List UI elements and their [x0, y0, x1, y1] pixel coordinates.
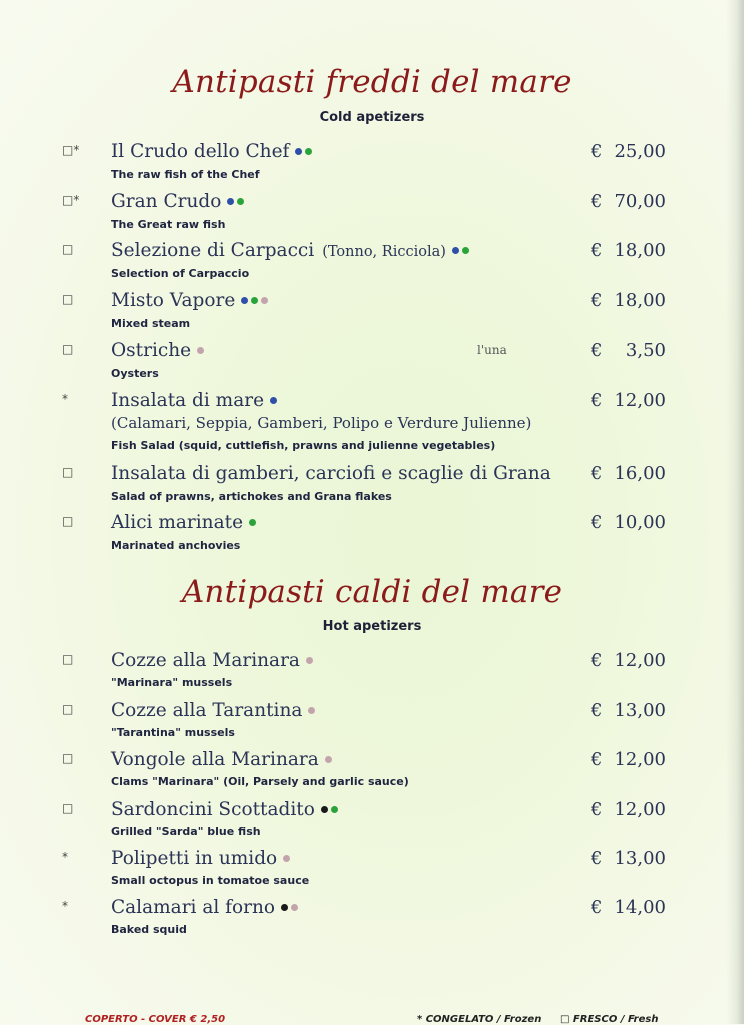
allergen-dots: [452, 241, 472, 262]
page-edge-shadow: [726, 0, 744, 1024]
item-price: 13,00: [614, 700, 666, 721]
item-name: Sardoncini Scottadito: [111, 799, 315, 820]
item-description: Oysters: [111, 367, 159, 380]
allergen-dots: [197, 341, 207, 362]
fresh-legend: □ FRESCO / Fresh: [560, 1014, 659, 1025]
item-description: Grilled "Sarda" blue fish: [111, 825, 261, 838]
item-name-row: [111, 340, 207, 362]
currency-symbol: €: [591, 191, 603, 212]
item-extra: (Tonno, Ricciola): [322, 244, 446, 260]
pink-dot-icon: [306, 657, 313, 664]
item-name: Calamari al forno: [111, 897, 276, 918]
item-unit: l'una: [477, 343, 507, 357]
item-marker: *: [62, 899, 68, 913]
item-marker: □: [62, 514, 74, 528]
item-description: The Great raw fish: [111, 218, 226, 231]
item-description: Mixed steam: [111, 317, 191, 330]
item-name: Polipetti in umido: [111, 848, 278, 869]
allergen-dots: [283, 849, 293, 870]
cover-charge-note: COPERTO - COVER € 2,50: [85, 1014, 226, 1025]
item-price: 14,00: [614, 897, 666, 918]
item-name-row: [111, 650, 316, 672]
item-name-row: [111, 512, 259, 534]
item-description: Salad of prawns, artichokes and Grana flakes: [111, 490, 392, 503]
item-marker: □*: [62, 193, 80, 207]
item-name: Cozze alla Tarantina: [111, 700, 303, 721]
green-dot-icon: [251, 297, 258, 304]
item-marker: □: [62, 242, 74, 256]
blue-dot-icon: [241, 297, 248, 304]
pink-dot-icon: [291, 904, 298, 911]
allergen-dots: [241, 291, 271, 312]
item-price: 13,00: [614, 848, 666, 869]
currency-symbol: €: [591, 749, 603, 770]
allergen-dots: [270, 391, 280, 412]
item-name-row: [111, 290, 271, 312]
black-dot-icon: [281, 904, 288, 911]
item-price: 18,00: [614, 240, 666, 261]
item-marker: *: [62, 392, 68, 406]
pink-dot-icon: [197, 347, 204, 354]
black-dot-icon: [321, 806, 328, 813]
item-marker: □: [62, 652, 74, 666]
item-marker: □: [62, 342, 74, 356]
item-name: Alici marinate: [111, 512, 244, 533]
allergen-dots: [249, 513, 259, 534]
item-marker: □: [62, 751, 74, 765]
item-description: "Tarantina" mussels: [111, 726, 235, 739]
item-name: Gran Crudo: [111, 191, 222, 212]
allergen-dots: [321, 800, 341, 821]
item-price: 12,00: [614, 799, 666, 820]
item-price: 10,00: [614, 512, 666, 533]
green-dot-icon: [462, 247, 469, 254]
green-dot-icon: [237, 198, 244, 205]
green-dot-icon: [305, 148, 312, 155]
item-name: Selezione di Carpacci: [111, 240, 315, 261]
item-price: 12,00: [614, 390, 666, 411]
item-name-row: [111, 240, 472, 262]
item-marker: □: [62, 801, 74, 815]
pink-dot-icon: [325, 756, 332, 763]
section-title-cold: Antipasti freddi del mare: [172, 64, 572, 100]
currency-symbol: €: [591, 848, 603, 869]
section-subtitle-cold: Cold apetizers: [319, 110, 425, 125]
item-name-row: [111, 141, 315, 163]
blue-dot-icon: [227, 198, 234, 205]
item-name-row: [111, 700, 318, 722]
allergen-dots: [308, 701, 318, 722]
item-name: Vongole alla Marinara: [111, 749, 319, 770]
item-name: Insalata di gamberi, carciofi e scaglie di Grana: [111, 463, 551, 484]
pink-dot-icon: [308, 707, 315, 714]
allergen-dots: [325, 750, 335, 771]
allergen-dots: [227, 192, 247, 213]
item-price: 18,00: [614, 290, 666, 311]
currency-symbol: €: [591, 390, 603, 411]
currency-symbol: €: [591, 897, 603, 918]
item-description: Small octopus in tomatoe sauce: [111, 874, 310, 887]
item-price: 25,00: [614, 141, 666, 162]
item-marker: □: [62, 465, 74, 479]
blue-dot-icon: [452, 247, 459, 254]
item-description: The raw fish of the Chef: [111, 168, 260, 181]
item-description: Fish Salad (squid, cuttlefish, prawns and julienne vegetables): [111, 439, 496, 452]
item-marker: *: [62, 850, 68, 864]
item-name-row: [111, 897, 301, 919]
currency-symbol: €: [591, 650, 603, 671]
item-name-row: [111, 191, 247, 213]
currency-symbol: €: [591, 799, 603, 820]
currency-symbol: €: [591, 240, 603, 261]
item-name-row: [111, 749, 335, 771]
green-dot-icon: [331, 806, 338, 813]
item-ingredients: (Calamari, Seppia, Gamberi, Polipo e Verdure Julienne): [111, 414, 532, 432]
item-description: Selection of Carpaccio: [111, 267, 250, 280]
item-price: 16,00: [614, 463, 666, 484]
item-marker: □: [62, 292, 74, 306]
currency-symbol: €: [591, 340, 603, 361]
section-subtitle-hot: Hot apetizers: [322, 619, 422, 634]
green-dot-icon: [249, 519, 256, 526]
allergen-dots: [306, 651, 316, 672]
currency-symbol: €: [591, 512, 603, 533]
section-title-hot: Antipasti caldi del mare: [181, 574, 563, 610]
item-name: Cozze alla Marinara: [111, 650, 300, 671]
item-name: Il Crudo dello Chef: [111, 141, 290, 162]
item-description: Clams "Marinara" (Oil, Parsely and garlic sauce): [111, 775, 409, 788]
item-price: 12,00: [614, 650, 666, 671]
item-marker: □*: [62, 143, 80, 157]
item-name-row: [111, 799, 341, 821]
item-description: "Marinara" mussels: [111, 676, 233, 689]
item-price: 12,00: [614, 749, 666, 770]
item-name-row: [111, 848, 293, 870]
currency-symbol: €: [591, 463, 603, 484]
item-name: Misto Vapore: [111, 290, 236, 311]
frozen-legend: * CONGELATO / Frozen: [417, 1014, 542, 1025]
item-name: Insalata di mare: [111, 390, 265, 411]
item-name: Ostriche: [111, 340, 192, 361]
item-name-row: [111, 463, 551, 484]
pink-dot-icon: [261, 297, 268, 304]
currency-symbol: €: [591, 700, 603, 721]
item-description: Baked squid: [111, 923, 187, 936]
currency-symbol: €: [591, 141, 603, 162]
currency-symbol: €: [591, 290, 603, 311]
item-name-row: [111, 390, 280, 412]
item-marker: □: [62, 702, 74, 716]
item-price: 3,50: [625, 340, 666, 361]
allergen-dots: [295, 142, 315, 163]
blue-dot-icon: [270, 397, 277, 404]
item-price: 70,00: [614, 191, 666, 212]
item-description: Marinated anchovies: [111, 539, 241, 552]
pink-dot-icon: [283, 855, 290, 862]
blue-dot-icon: [295, 148, 302, 155]
allergen-dots: [281, 898, 301, 919]
